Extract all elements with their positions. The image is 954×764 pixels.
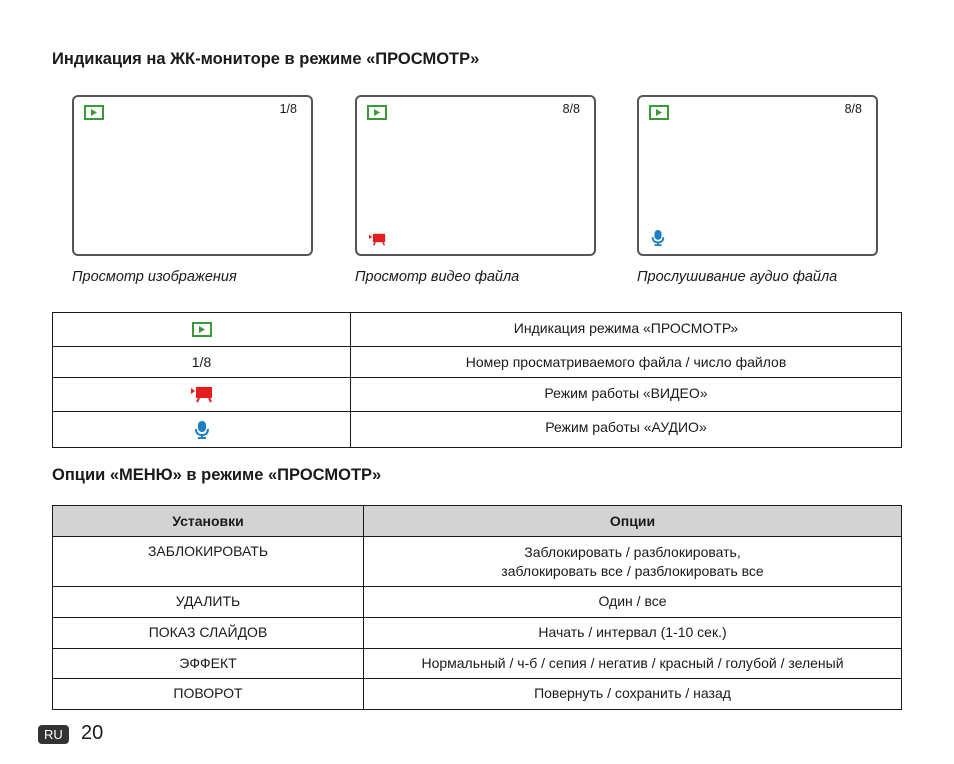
microphone-icon xyxy=(651,230,665,246)
header-settings: Установки xyxy=(53,506,364,537)
symbol-cell xyxy=(53,412,351,448)
description-cell: Режим работы «АУДИО» xyxy=(351,412,902,448)
setting-cell: ПОКАЗ СЛАЙДОВ xyxy=(53,618,364,649)
description-cell: Номер просматриваемого файла / число файлов xyxy=(351,347,902,378)
file-counter: 8/8 xyxy=(844,102,862,116)
microphone-icon xyxy=(53,421,350,439)
video-camera-icon xyxy=(369,233,386,246)
description-cell: Режим работы «ВИДЕО» xyxy=(351,378,902,412)
header-options: Опции xyxy=(364,506,902,537)
setting-cell: ЭФФЕКТ xyxy=(53,649,364,679)
section-title-menu: Опции «МЕНЮ» в режиме «ПРОСМОТР» xyxy=(52,466,382,484)
play-mode-icon xyxy=(367,105,387,120)
file-counter: 8/8 xyxy=(562,102,580,116)
description-cell: Индикация режима «ПРОСМОТР» xyxy=(351,313,902,347)
lcd-screen-image xyxy=(72,95,313,256)
lcd-screen-audio xyxy=(637,95,878,256)
play-mode-icon xyxy=(53,322,350,337)
options-cell: Повернуть / сохранить / назад xyxy=(364,679,902,710)
options-cell: Начать / интервал (1-10 сек.) xyxy=(364,618,902,649)
symbol-cell: 1/8 xyxy=(53,347,351,378)
file-counter: 1/8 xyxy=(279,102,297,116)
indicator-table xyxy=(52,312,902,448)
screen-caption: Просмотр изображения xyxy=(72,269,237,285)
screen-caption: Прослушивание аудио файла xyxy=(637,269,838,285)
setting-cell: ЗАБЛОКИРОВАТЬ xyxy=(53,537,364,587)
table-row xyxy=(53,347,902,378)
table-row xyxy=(53,587,902,618)
options-cell xyxy=(364,537,902,587)
setting-cell: УДАЛИТЬ xyxy=(53,587,364,618)
table-row xyxy=(53,649,902,679)
table-row xyxy=(53,537,902,587)
page-number: 20 xyxy=(81,722,104,744)
options-line: Заблокировать / разблокировать, xyxy=(524,544,741,560)
section-title-display: Индикация на ЖК-мониторе в режиме «ПРОСМОТР» xyxy=(52,50,480,68)
table-row xyxy=(53,412,902,448)
options-cell: Нормальный / ч-б / сепия / негатив / красный / голубой / зеленый xyxy=(364,649,902,679)
menu-options-table xyxy=(52,505,902,710)
screen-caption: Просмотр видео файла xyxy=(355,269,520,285)
setting-cell: ПОВОРОТ xyxy=(53,679,364,710)
play-mode-icon xyxy=(84,105,104,120)
symbol-cell xyxy=(53,313,351,347)
table-row xyxy=(53,679,902,710)
table-row xyxy=(53,618,902,649)
video-camera-icon xyxy=(53,386,350,403)
play-mode-icon xyxy=(649,105,669,120)
table-header-row xyxy=(53,506,902,537)
table-row xyxy=(53,313,902,347)
language-badge: RU xyxy=(38,725,69,744)
options-cell: Один / все xyxy=(364,587,902,618)
options-line: заблокировать все / разблокировать все xyxy=(501,563,764,579)
table-row xyxy=(53,378,902,412)
symbol-cell xyxy=(53,378,351,412)
lcd-screen-video xyxy=(355,95,596,256)
